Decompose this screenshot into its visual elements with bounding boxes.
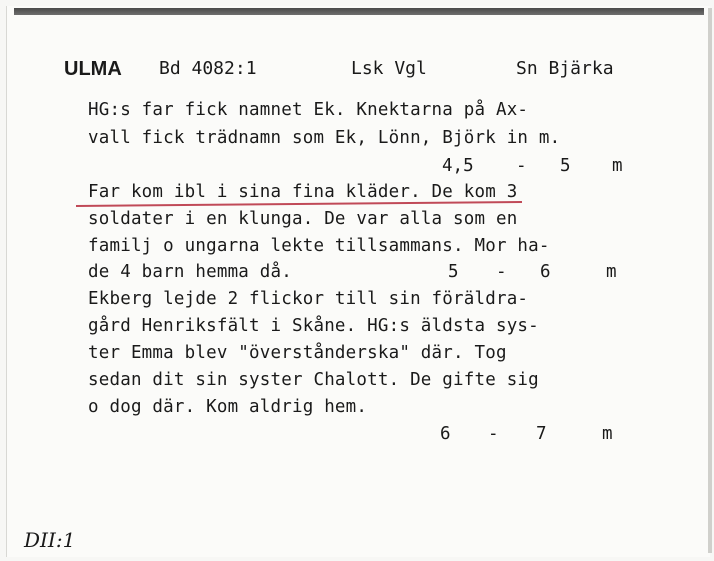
page-ref-dash: - [496,262,507,282]
text-line: gård Henriksfält i Skåne. HG:s äldsta sys- [88,316,539,336]
place-parish: Sn Bjärka [516,58,614,79]
card-top-edge [14,8,704,15]
text-line: vall fick trädnamn som Ek, Lönn, Björk in m. [88,128,561,148]
archive-title: ULMA [64,58,122,80]
text-line: Ekberg lejde 2 flickor till sin föräldra- [88,289,529,309]
page-ref-to: 7 [536,424,547,444]
card-header [64,58,684,84]
text-line-underlined: Far kom ibl i sina fina kläder. De kom 3 [88,182,518,202]
page-ref-unit: m [606,262,617,282]
text-line: soldater i en klunga. De var alla som en [88,209,518,229]
page-ref-from: 4,5 [442,156,474,176]
card-right-edge [708,8,712,553]
page-ref-unit: m [612,156,623,176]
text-line: o dog där. Kom aldrig hem. [88,397,368,417]
text-line: ter Emma blev "överstånderska" där. Tog [88,343,507,363]
page-ref-to: 5 [560,156,571,176]
place-district: Lsk Vgl [351,58,427,79]
text-line: de 4 barn hemma då. [88,262,292,282]
page-ref-dash: - [488,424,499,444]
page-ref-from: 5 [448,262,459,282]
page-ref-from: 6 [440,424,451,444]
page-ref-dash: - [516,156,527,176]
page-ref-unit: m [602,424,613,444]
reference-number: Bd 4082:1 [159,58,257,79]
text-line: HG:s far fick namnet Ek. Knektarna på Ax- [88,100,529,120]
archive-stamp: DII:1 [24,528,76,552]
text-line: sedan dit sin syster Chalott. De gifte sig [88,370,539,390]
page-ref-to: 6 [540,262,551,282]
text-line: familj o ungarna lekte tillsammans. Mor ha- [88,236,550,256]
